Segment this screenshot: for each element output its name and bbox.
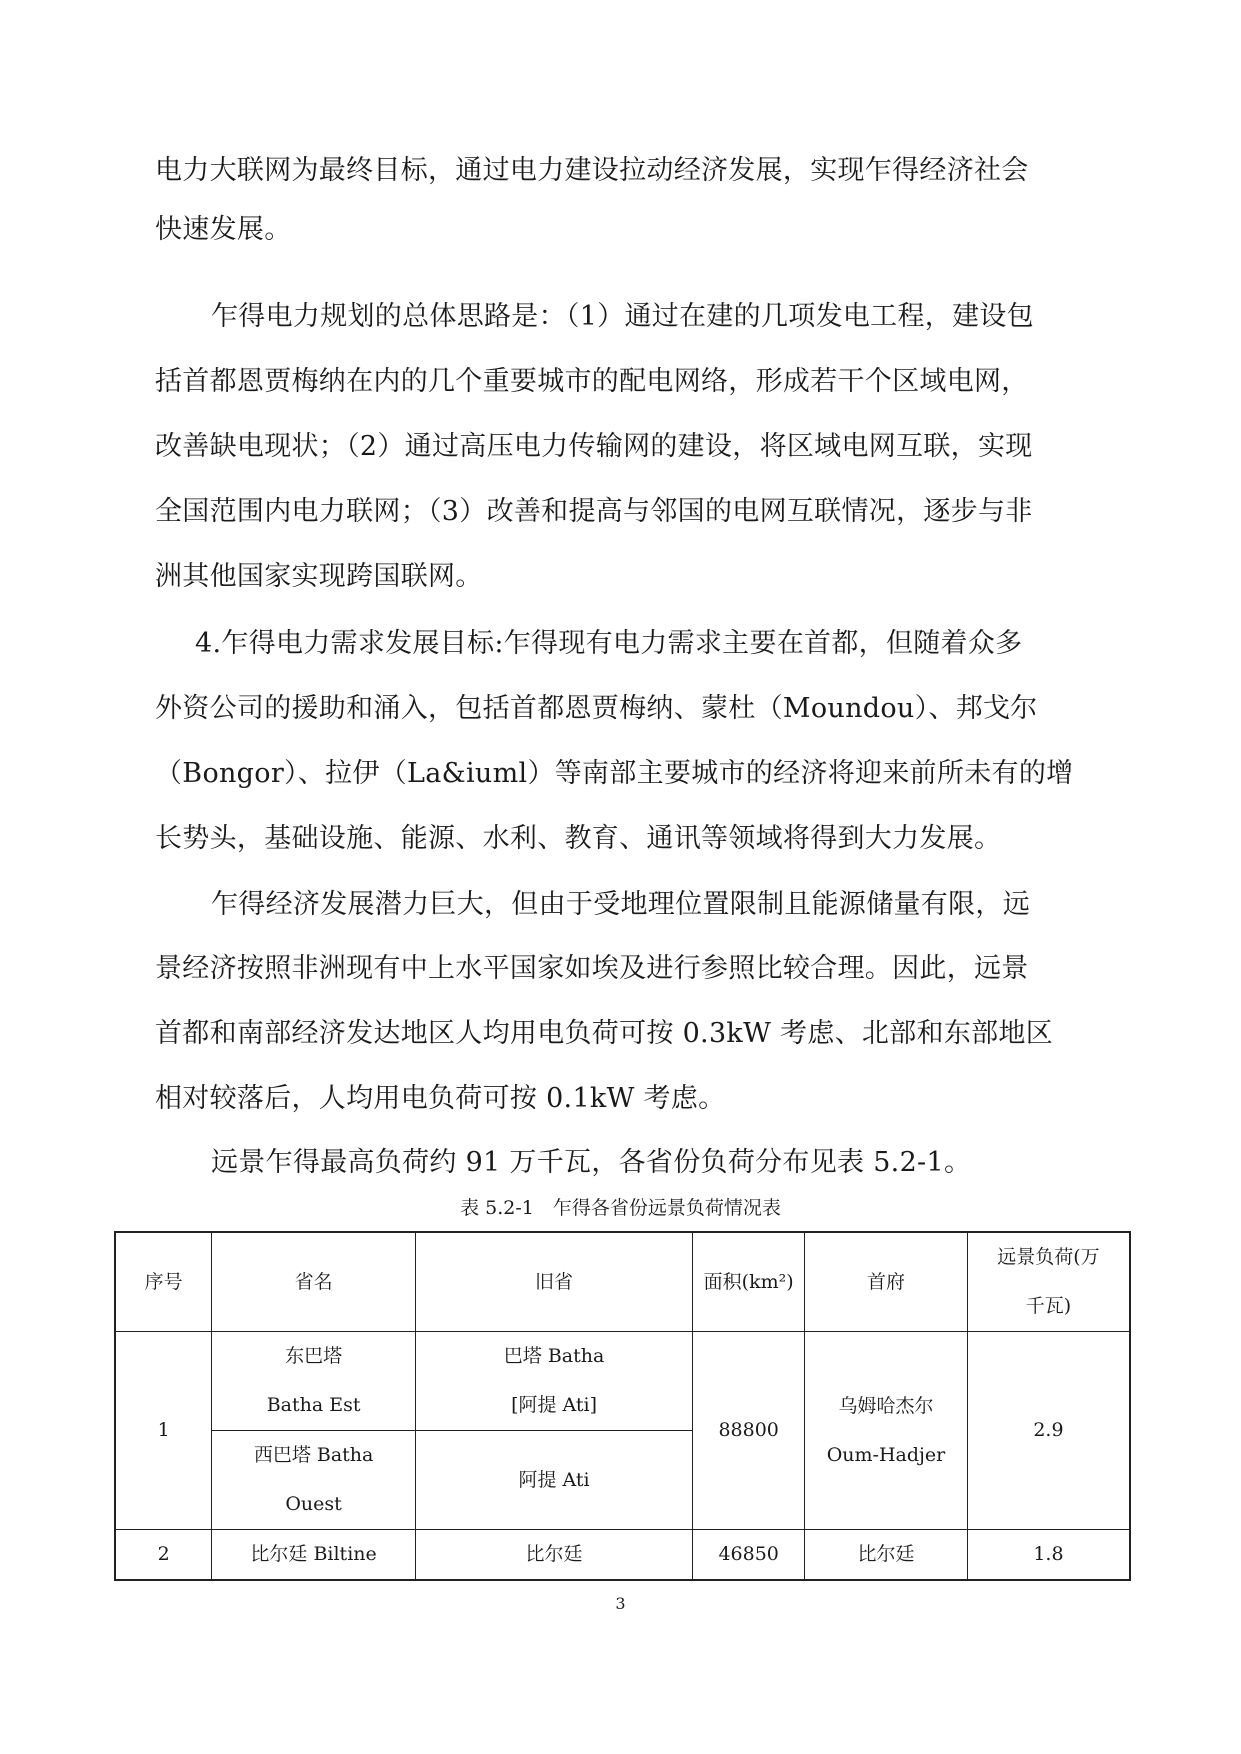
table-row [115,1530,1130,1581]
paragraph-2-line-5: 洲其他国家实现跨国联网。 [155,561,483,592]
header-load [967,1232,1130,1332]
paragraph-3-line-1: 4.乍得电力需求发展目标:乍得现有电力需求主要在首都，但随着众多 [195,628,1023,659]
table-header-row [115,1232,1130,1332]
paragraph-3-line-4: 长势头，基础设施、能源、水利、教育、通讯等领域将得到大力发展。 [155,823,1002,854]
cell-old-province [415,1332,692,1431]
cell-old-province-line-2: [阿提 Ati] [511,1394,598,1416]
paragraph-4-line-4: 相对较落后，人均用电负荷可按 0.1kW 考虑。 [155,1083,726,1114]
paragraph-3-line-2: 外资公司的援助和涌入，包括首都恩贾梅纳、蒙杜（Moundou）、邦戈尔 [155,693,1038,724]
cell-capital-line-1: 乌姆哈杰尔 [838,1394,934,1417]
paragraph-1-line-1: 电力大联网为最终目标，通过电力建设拉动经济发展，实现乍得经济社会 [155,155,1029,186]
header-area: 面积(km²) [693,1232,805,1332]
header-no: 序号 [115,1232,212,1332]
cell-province [212,1431,416,1530]
cell-province-line-2: Batha Est [266,1394,361,1416]
cell-province [212,1332,416,1431]
cell-capital [805,1332,968,1530]
load-table [114,1231,1131,1581]
cell-old-province: 比尔廷 [415,1530,692,1581]
paragraph-4-line-2: 景经济按照非洲现有中上水平国家如埃及进行参照比较合理。因此，远景 [155,953,1029,984]
cell-load: 2.9 [967,1332,1130,1530]
cell-province-line-2: Ouest [285,1493,342,1515]
cell-capital-line-2: Oum-Hadjer [826,1443,946,1466]
header-old-province: 旧省 [415,1232,692,1332]
header-province: 省名 [212,1232,416,1332]
paragraph-3-line-3: （Bongor）、拉伊（La&iuml）等南部主要城市的经济将迎来前所未有的增 [155,758,1074,789]
paragraph-2-line-1: 乍得电力规划的总体思路是：（1）通过在建的几项发电工程，建设包 [211,301,1034,332]
cell-area: 46850 [693,1530,805,1581]
paragraph-2-line-4: 全国范围内电力联网；（3）改善和提高与邻国的电网互联情况，逐步与非 [155,496,1033,527]
paragraph-1-line-2: 快速发展。 [155,214,292,245]
header-load-line-1: 远景负荷(万 [997,1246,1100,1268]
cell-area: 88800 [693,1332,805,1530]
header-capital: 首府 [805,1232,968,1332]
cell-old-province: 阿提 Ati [415,1431,692,1530]
paragraph-5-line-1: 远景乍得最高负荷约 91 万千瓦，各省份负荷分布见表 5.2-1。 [211,1147,972,1178]
paragraph-2-line-2: 括首都恩贾梅纳在内的几个重要城市的配电网络，形成若干个区域电网， [155,366,1029,397]
table-caption: 表 5.2-1 乍得各省份远景负荷情况表 [460,1197,781,1219]
cell-old-province-line-1: 巴塔 Batha [503,1345,605,1367]
cell-capital: 比尔廷 [805,1530,968,1581]
paragraph-4-line-3: 首都和南部经济发达地区人均用电负荷可按 0.3kW 考虑、北部和东部地区 [155,1018,1054,1049]
cell-no: 2 [115,1530,212,1581]
page-number: 3 [615,1594,626,1613]
cell-province: 比尔廷 Biltine [212,1530,416,1581]
paragraph-4-line-1: 乍得经济发展潜力巨大，但由于受地理位置限制且能源储量有限，远 [211,889,1030,920]
paragraph-2-line-3: 改善缺电现状；（2）通过高压电力传输网的建设，将区域电网互联，实现 [155,431,1033,462]
table-row [115,1332,1130,1431]
cell-province-line-1: 东巴塔 [285,1345,343,1367]
cell-load: 1.8 [967,1530,1130,1581]
header-load-line-2: 千瓦) [1025,1295,1072,1317]
cell-no: 1 [115,1332,212,1530]
cell-province-line-1: 西巴塔 Batha [253,1444,374,1466]
